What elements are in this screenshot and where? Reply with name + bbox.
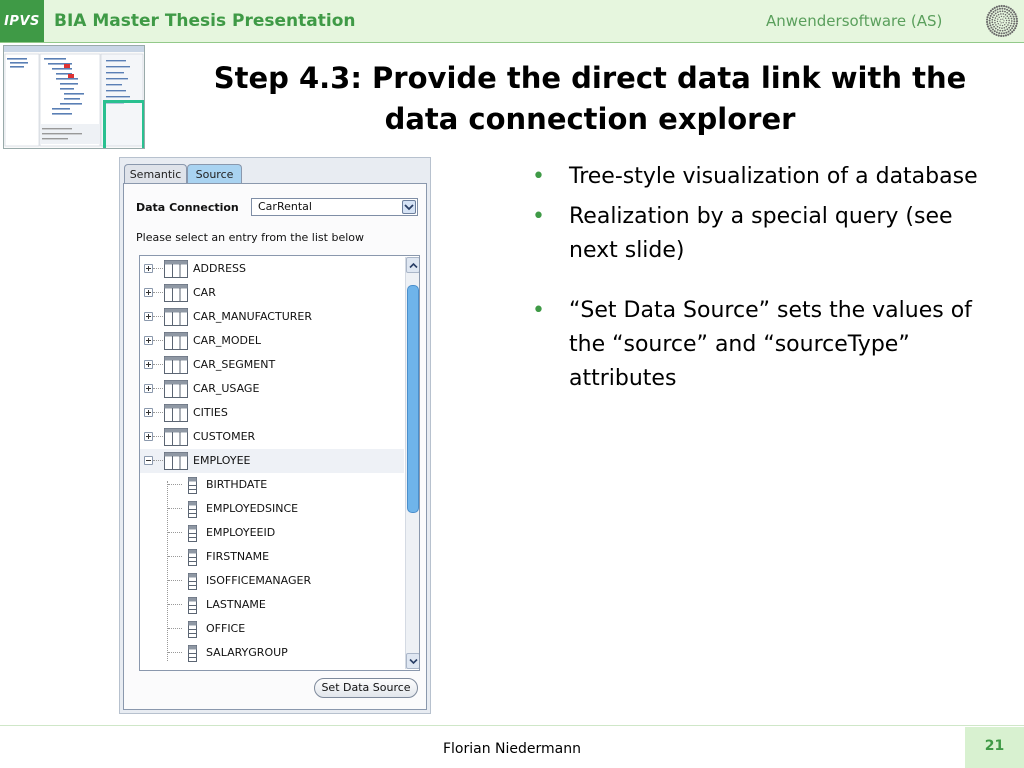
- collapse-icon[interactable]: [144, 456, 153, 465]
- column-icon: [188, 621, 197, 642]
- instruction-text: Please select an entry from the list below: [136, 231, 364, 244]
- table-name: CUSTOMER: [193, 430, 256, 443]
- tree-connector: [168, 532, 182, 534]
- bullet-list: [532, 160, 1002, 402]
- column-name: SALARYGROUP: [206, 646, 288, 659]
- tree-connector: [153, 412, 163, 414]
- column-name: EMPLOYEEID: [206, 526, 276, 539]
- scroll-down-button[interactable]: [406, 653, 420, 669]
- bullet-icon: •: [532, 164, 545, 189]
- table-icon: [164, 452, 188, 474]
- tree-table-node[interactable]: [140, 425, 404, 449]
- slide-title-line-2: data connection explorer: [384, 102, 796, 136]
- table-icon: [164, 332, 188, 354]
- tree-table-node[interactable]: [140, 329, 404, 353]
- table-icon: [164, 284, 188, 306]
- data-connection-label: Data Connection: [136, 201, 239, 214]
- table-name: ADDRESS: [193, 262, 247, 275]
- tree-connector: [153, 292, 163, 294]
- column-name: LASTNAME: [206, 598, 266, 611]
- column-name: EMPLOYEDSINCE: [206, 502, 299, 515]
- chevron-down-icon[interactable]: [402, 200, 416, 214]
- tree-connector: [153, 316, 163, 318]
- bullet-icon: •: [532, 298, 545, 323]
- database-tree[interactable]: [139, 255, 420, 671]
- bullet-text: Realization by a special query (see next slide): [569, 204, 953, 263]
- tree-connector: [153, 436, 163, 438]
- department-label: Anwendersoftware (AS): [766, 12, 943, 30]
- column-icon: [188, 645, 197, 666]
- slide-header: [0, 0, 1024, 42]
- tree-column-node[interactable]: [140, 473, 404, 497]
- tab-source[interactable]: Source: [187, 164, 242, 184]
- tree-column-node[interactable]: [140, 617, 404, 641]
- author-name: Florian Niedermann: [442, 741, 581, 757]
- table-icon: [164, 308, 188, 330]
- table-name: CITIES: [193, 406, 228, 419]
- tab-semantic[interactable]: Semantic: [124, 164, 187, 184]
- expand-icon[interactable]: [144, 432, 153, 441]
- tree-table-node[interactable]: [140, 401, 404, 425]
- table-icon: [164, 260, 188, 282]
- table-icon: [164, 380, 188, 402]
- tree-column-node[interactable]: [140, 569, 404, 593]
- data-connection-explorer: [119, 157, 431, 714]
- page-number-box: [965, 727, 1024, 768]
- footer-divider: [0, 725, 1024, 726]
- bullet-item: [532, 200, 1002, 268]
- table-name: EMPLOYEE: [193, 454, 251, 467]
- column-icon: [188, 501, 197, 522]
- data-connection-value: CarRental: [258, 200, 312, 213]
- expand-icon[interactable]: [144, 408, 153, 417]
- table-name: CAR_SEGMENT: [193, 358, 276, 371]
- tree-connector: [168, 628, 182, 630]
- tree-scrollbar[interactable]: [405, 257, 420, 669]
- thumbnail-highlight-frame: [103, 100, 145, 149]
- tree-column-node[interactable]: [140, 641, 404, 665]
- tree-table-node[interactable]: [140, 377, 404, 401]
- bullet-icon: •: [532, 204, 545, 229]
- tree-connector: [153, 340, 163, 342]
- tree-connector: [168, 604, 182, 606]
- tree-connector: [168, 508, 182, 510]
- tree-column-node[interactable]: [140, 593, 404, 617]
- ide-screenshot-thumbnail: [3, 45, 145, 149]
- table-name: CAR: [193, 286, 216, 299]
- presentation-title: BIA Master Thesis Presentation: [54, 11, 356, 31]
- tree-connector: [168, 556, 182, 558]
- tree-connector: [168, 580, 182, 582]
- university-logo-icon: [984, 3, 1020, 39]
- header-divider: [0, 42, 1024, 43]
- column-icon: [188, 597, 197, 618]
- slide-title: [170, 58, 1010, 140]
- expand-icon[interactable]: [144, 288, 153, 297]
- tree-table-node[interactable]: [140, 305, 404, 329]
- table-icon: [164, 404, 188, 426]
- expand-icon[interactable]: [144, 336, 153, 345]
- data-connection-select[interactable]: [251, 198, 418, 216]
- column-icon: [188, 477, 197, 498]
- scroll-thumb[interactable]: [407, 285, 419, 513]
- table-name: CAR_MANUFACTURER: [193, 310, 312, 323]
- bullet-text: “Set Data Source” sets the values of the “source” and “sourceType” attributes: [569, 298, 972, 391]
- tree-table-node[interactable]: [140, 257, 404, 281]
- expand-icon[interactable]: [144, 360, 153, 369]
- bullet-text: Tree-style visualization of a database: [569, 164, 978, 189]
- tree-column-node[interactable]: [140, 497, 404, 521]
- tree-connector: [168, 652, 182, 654]
- tree-connector: [153, 460, 163, 462]
- scroll-up-button[interactable]: [406, 257, 420, 273]
- expand-icon[interactable]: [144, 384, 153, 393]
- tree-connector: [153, 268, 163, 270]
- bullet-item: [532, 294, 1002, 396]
- slide-title-line-1: Step 4.3: Provide the direct data link with the: [213, 61, 967, 95]
- table-icon: [164, 428, 188, 450]
- bullet-item: [532, 160, 1002, 194]
- column-name: BIRTHDATE: [206, 478, 268, 491]
- table-name: CAR_USAGE: [193, 382, 260, 395]
- tree-column-node[interactable]: [140, 545, 404, 569]
- table-name: CAR_MODEL: [193, 334, 262, 347]
- column-name: FIRSTNAME: [206, 550, 270, 563]
- expand-icon[interactable]: [144, 312, 153, 321]
- tree-connector: [153, 388, 163, 390]
- column-icon: [188, 573, 197, 594]
- set-data-source-button[interactable]: Set Data Source: [314, 678, 418, 698]
- column-name: ISOFFICEMANAGER: [206, 574, 312, 587]
- tree-table-node[interactable]: [140, 353, 404, 377]
- column-icon: [188, 525, 197, 546]
- ipvs-logo: IPVS: [0, 0, 44, 42]
- tree-column-node[interactable]: [140, 521, 404, 545]
- table-icon: [164, 356, 188, 378]
- column-icon: [188, 549, 197, 570]
- tree-connector: [153, 364, 163, 366]
- source-tab-panel: [123, 183, 427, 710]
- tree-connector: [168, 484, 182, 486]
- page-number: 21: [984, 738, 1005, 754]
- tree-table-node[interactable]: [140, 281, 404, 305]
- column-name: OFFICE: [206, 622, 246, 635]
- expand-icon[interactable]: [144, 264, 153, 273]
- tree-table-node[interactable]: [140, 449, 404, 473]
